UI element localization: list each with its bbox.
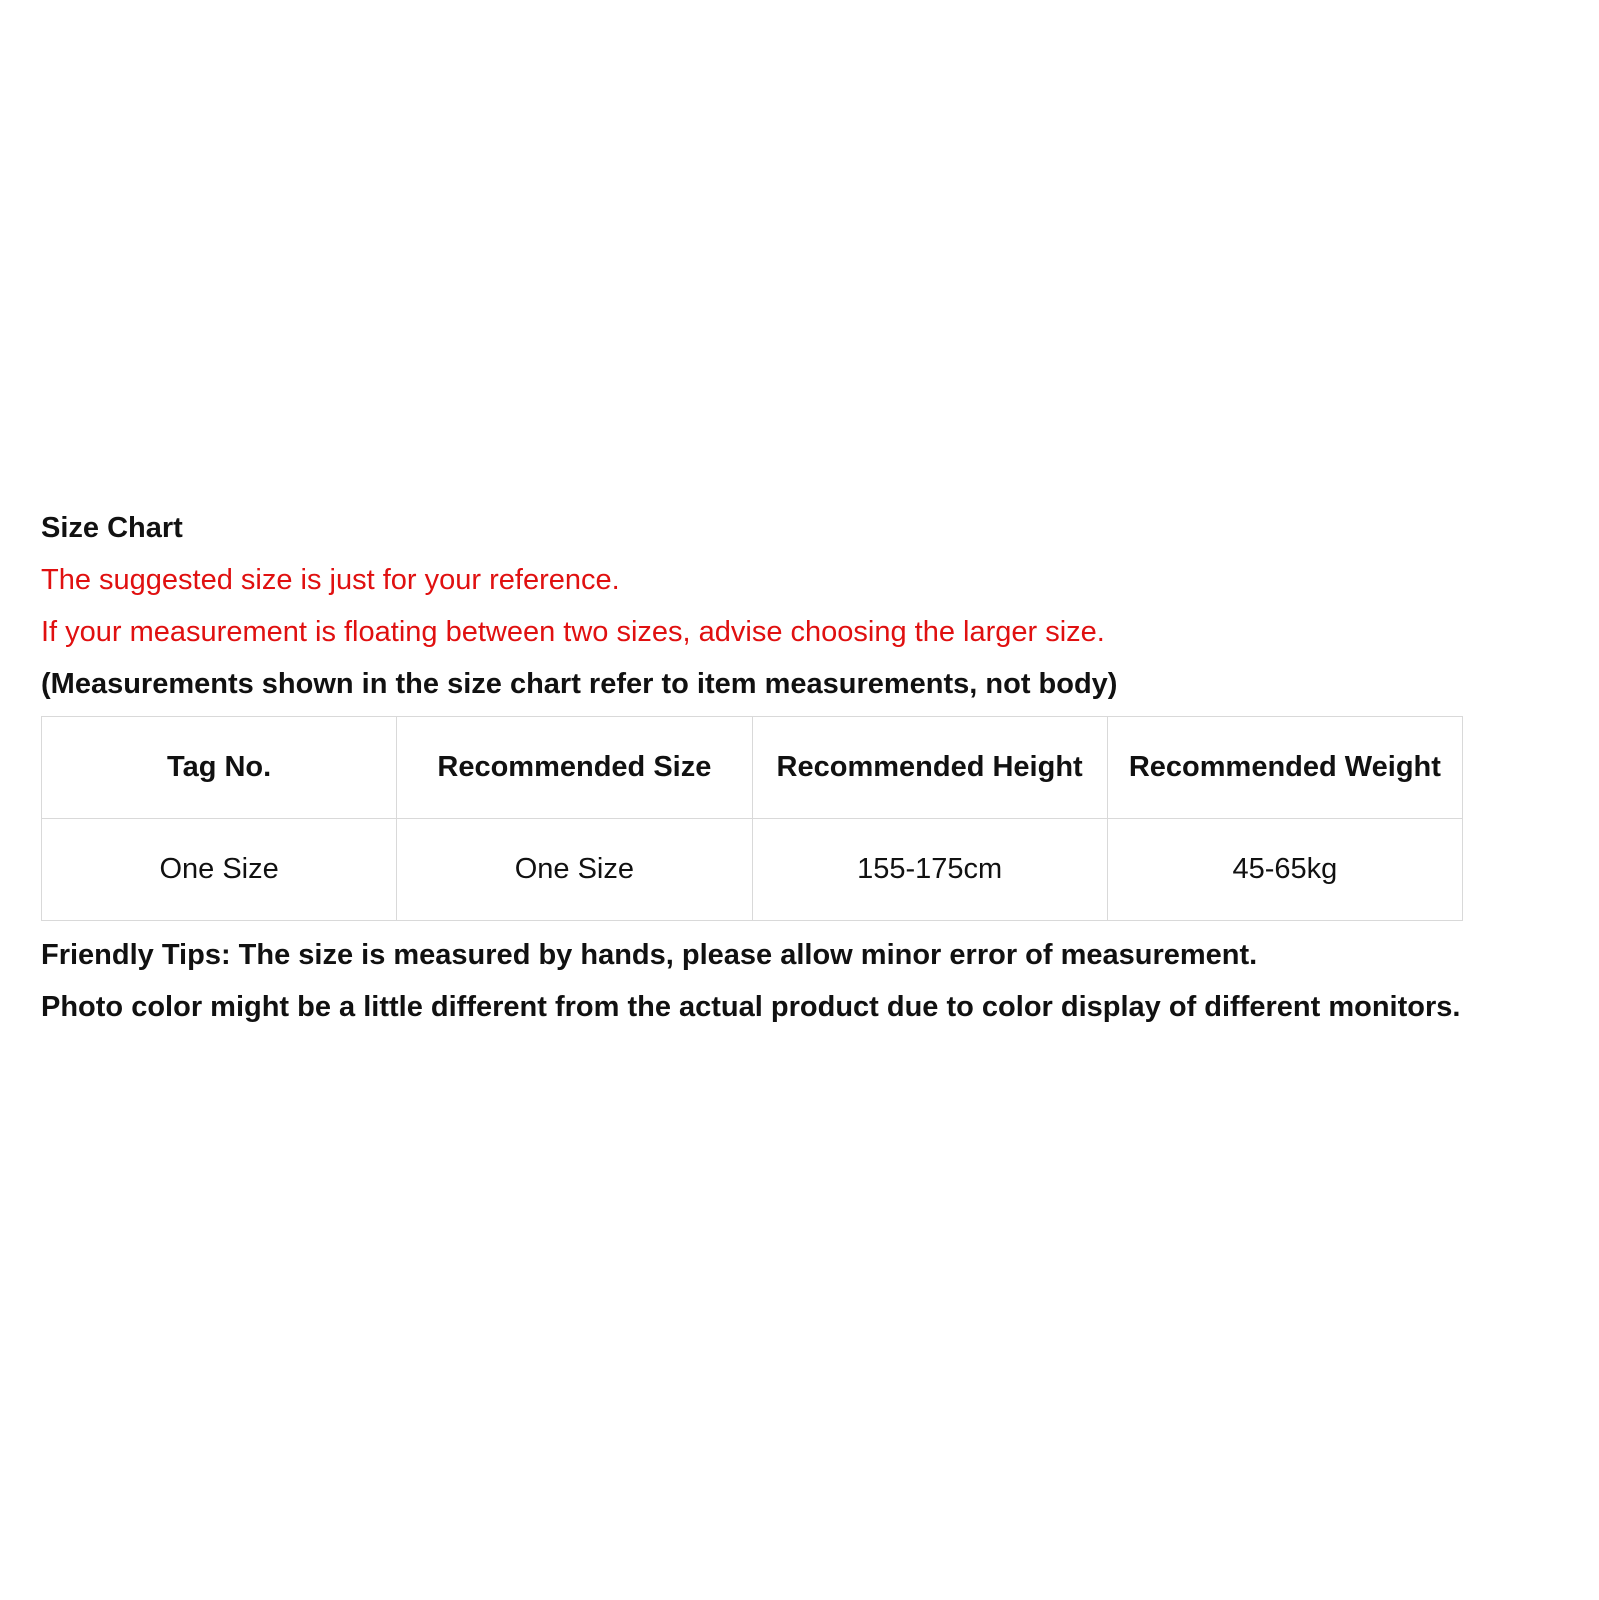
measurements-note: (Measurements shown in the size chart refer to item measurements, not body) [41, 668, 1118, 700]
page-title: Size Chart [41, 512, 183, 544]
cell-recommended-height: 155-175cm [752, 819, 1107, 921]
cell-recommended-weight: 45-65kg [1107, 819, 1462, 921]
between-sizes-note: If your measurement is floating between two sizes, advise choosing the larger size. [41, 616, 1105, 648]
size-table [41, 716, 1463, 921]
header-recommended-size: Recommended Size [397, 717, 752, 819]
header-tag-no: Tag No. [42, 717, 397, 819]
table-row [42, 819, 1463, 921]
header-recommended-weight: Recommended Weight [1107, 717, 1462, 819]
photo-color-note: Photo color might be a little different from the actual product due to color display of different monitors. [41, 991, 1461, 1023]
size-chart-section [41, 502, 1591, 1033]
cell-recommended-size: One Size [397, 819, 752, 921]
reference-note: The suggested size is just for your reference. [41, 564, 620, 596]
header-recommended-height: Recommended Height [752, 717, 1107, 819]
table-header-row [42, 717, 1463, 819]
cell-tag-no: One Size [42, 819, 397, 921]
friendly-tips: Friendly Tips: The size is measured by hands, please allow minor error of measurement. [41, 939, 1258, 971]
